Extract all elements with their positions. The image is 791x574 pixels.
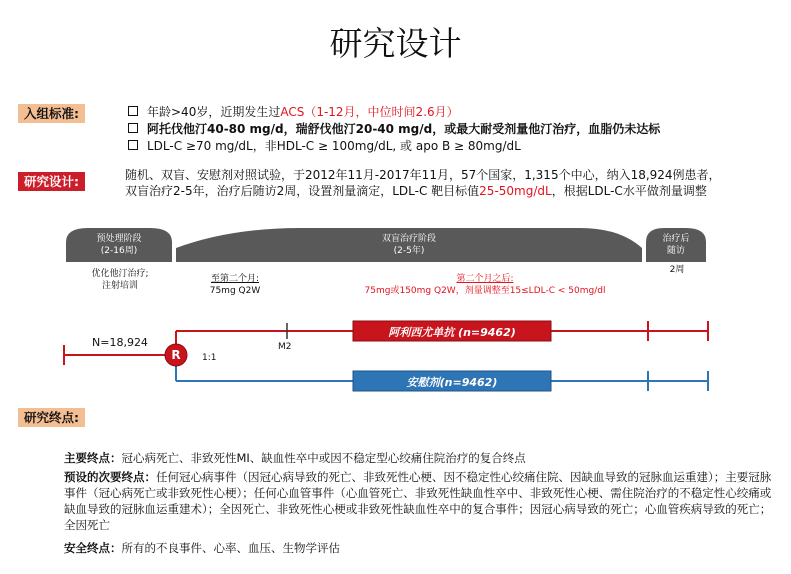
allocation-ratio: 1:1: [202, 353, 217, 363]
phase-pretreatment-title: 预处理阶段: [96, 234, 142, 244]
secondary-endpoint-heading: 预设的次要终点：: [64, 470, 156, 484]
arm2-label: 安慰剂(n=9462): [406, 376, 498, 389]
randomization-label: R: [171, 348, 181, 362]
inclusion-label: 入组标准:: [18, 104, 85, 123]
followup-weeks: 2周: [669, 265, 685, 275]
endpoints-label: 研究终点:: [18, 408, 85, 427]
first-two-months-title: 至第二个月:: [210, 274, 260, 284]
inclusion-line-3-text: LDL-C ≥70 mg/dL，非HDL-C ≥ 100mg/dL, 或 apo B ≥ 80mg/dL: [147, 139, 521, 153]
phase-followup-sub: 随访: [666, 246, 685, 256]
phase-pretreatment-sub: (2-16周): [100, 246, 138, 256]
after-two-months-dose: 75mg或150mg Q2W，剂量调整至15≤LDL-C < 50mg/dl: [364, 286, 606, 296]
primary-endpoint: [64, 450, 774, 466]
design-text-tail: ，根据LDL-C水平做剂量调整: [551, 184, 707, 198]
page-title: 研究设计: [329, 24, 462, 63]
after-two-months-title: 第二个月之后:: [456, 274, 514, 284]
inclusion-line-1-text: 年龄>40岁，近期发生过: [147, 105, 281, 119]
first-two-months-dose: 75mg Q2W: [209, 286, 261, 296]
inclusion-line-1-highlight: ACS（1-12月，中位时间2.6月）: [280, 105, 459, 119]
pretreatment-note-1: 优化他汀治疗;: [91, 269, 149, 279]
safety-endpoint-heading: 安全终点：: [64, 541, 122, 555]
design-label: 研究设计:: [18, 172, 85, 191]
pretreatment-note-2: 注射培训: [101, 281, 138, 291]
design-target-value: 25-50mg/dL: [479, 184, 552, 198]
design-text-main: 随机、双盲、安慰剂对照试验，于2012年11月-2017年11月，57个国家，1,315个中心，纳入18,924例患者，双盲治疗2-5年，治疗后随访2周，设置剂量滴定，LDL-C 靶目标值: [125, 168, 721, 198]
phase-followup-title: 治疗后: [662, 234, 690, 244]
sample-size: N=18,924: [92, 336, 148, 349]
phase-doubleblind-sub: (2-5年): [393, 246, 425, 256]
primary-endpoint-text: 冠心病死亡、非致死性MI、缺血性卒中或因不稳定型心绞痛住院治疗的复合终点: [121, 451, 526, 465]
m2-label: M2: [278, 342, 292, 352]
safety-endpoint-text: 所有的不良事件、心率、血压、生物学评估: [121, 541, 340, 555]
secondary-endpoint: [64, 469, 774, 533]
primary-endpoint-heading: 主要终点：: [64, 451, 122, 465]
secondary-endpoint-text: 任何冠心病事件（因冠心病导致的死亡、非致死性心梗、因不稳定性心绞痛住院、因缺血导致的冠脉血运重建）；主要冠脉事件（冠心病死亡或非致死性心梗）；任何心血管事件（心血管死亡、非致死性缺血性卒中、非致死性心梗、需住院治疗的不稳定性心绞痛或缺血导致的冠脉血运重建术）；全因死亡、非致死性心梗或非致死性缺血性卒中的复合事件；因冠心病导致的死亡；心血管疾病导致的死亡；全因死亡: [64, 470, 772, 532]
phase-doubleblind-title: 双盲治疗阶段: [381, 234, 436, 244]
arm1-label: 阿利西尤单抗 (n=9462): [388, 326, 516, 339]
inclusion-line-2-text: 阿托伐他汀40-80 mg/d，瑞舒伐他汀20-40 mg/d，或最大耐受剂量他汀治疗，血脂仍未达标: [147, 122, 661, 136]
safety-endpoint: [64, 540, 774, 556]
